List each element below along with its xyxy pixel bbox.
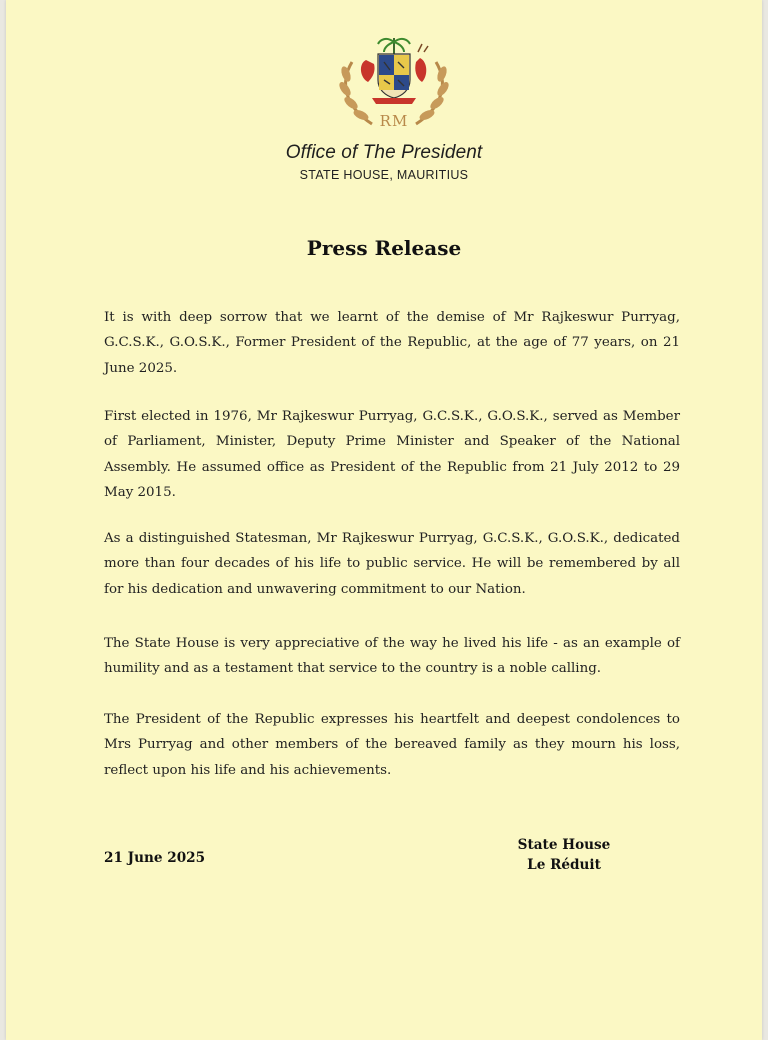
signature-line-2: Le Réduit (527, 857, 601, 873)
paragraph-4: The State House is very appreciative of the way he lived his life - as an example of humility and as a testament that service to the country is a noble calling. (104, 636, 680, 677)
paragraph-2: First elected in 1976, Mr Rajkeswur Purryag, G.C.S.K., G.O.S.K., served as Member of Parliament, Minister, Deputy Prime Minister and Speaker of the National Assembly. He assumed office as President of the Republic from 21 July 2012 to 29 May 2015. (104, 409, 680, 500)
signature-line-1: State House (517, 837, 611, 853)
coat-of-arms-icon (332, 34, 456, 132)
paragraph-3: As a distinguished Statesman, Mr Rajkeswur Purryag, G.C.S.K., G.O.S.K., dedicated more than four decades of his life to public service. He will be remembered by all for his dedication and unwavering commitment to our Nation. (104, 531, 680, 597)
signature-block (506, 835, 622, 875)
office-title: Office of The President (285, 142, 483, 163)
release-date: 21 June 2025 (104, 850, 206, 866)
paragraph-1: It is with deep sorrow that we learnt of the demise of Mr Rajkeswur Purryag, G.C.S.K., G.O.S.K., Former President of the Republic, at the age of 77 years, on 21 June 2025. (104, 310, 680, 376)
press-release-sheet (6, 0, 762, 1040)
office-address: STATE HOUSE, MAURITIUS (299, 168, 469, 182)
press-release-heading: Press Release (306, 236, 462, 260)
paragraph-5: The President of the Republic expresses his heartfelt and deepest condolences to Mrs Purryag and other members of the bereaved family as they mourn his loss, reflect upon his life and his achievements. (104, 712, 680, 778)
crest-monogram: RM (379, 112, 409, 130)
